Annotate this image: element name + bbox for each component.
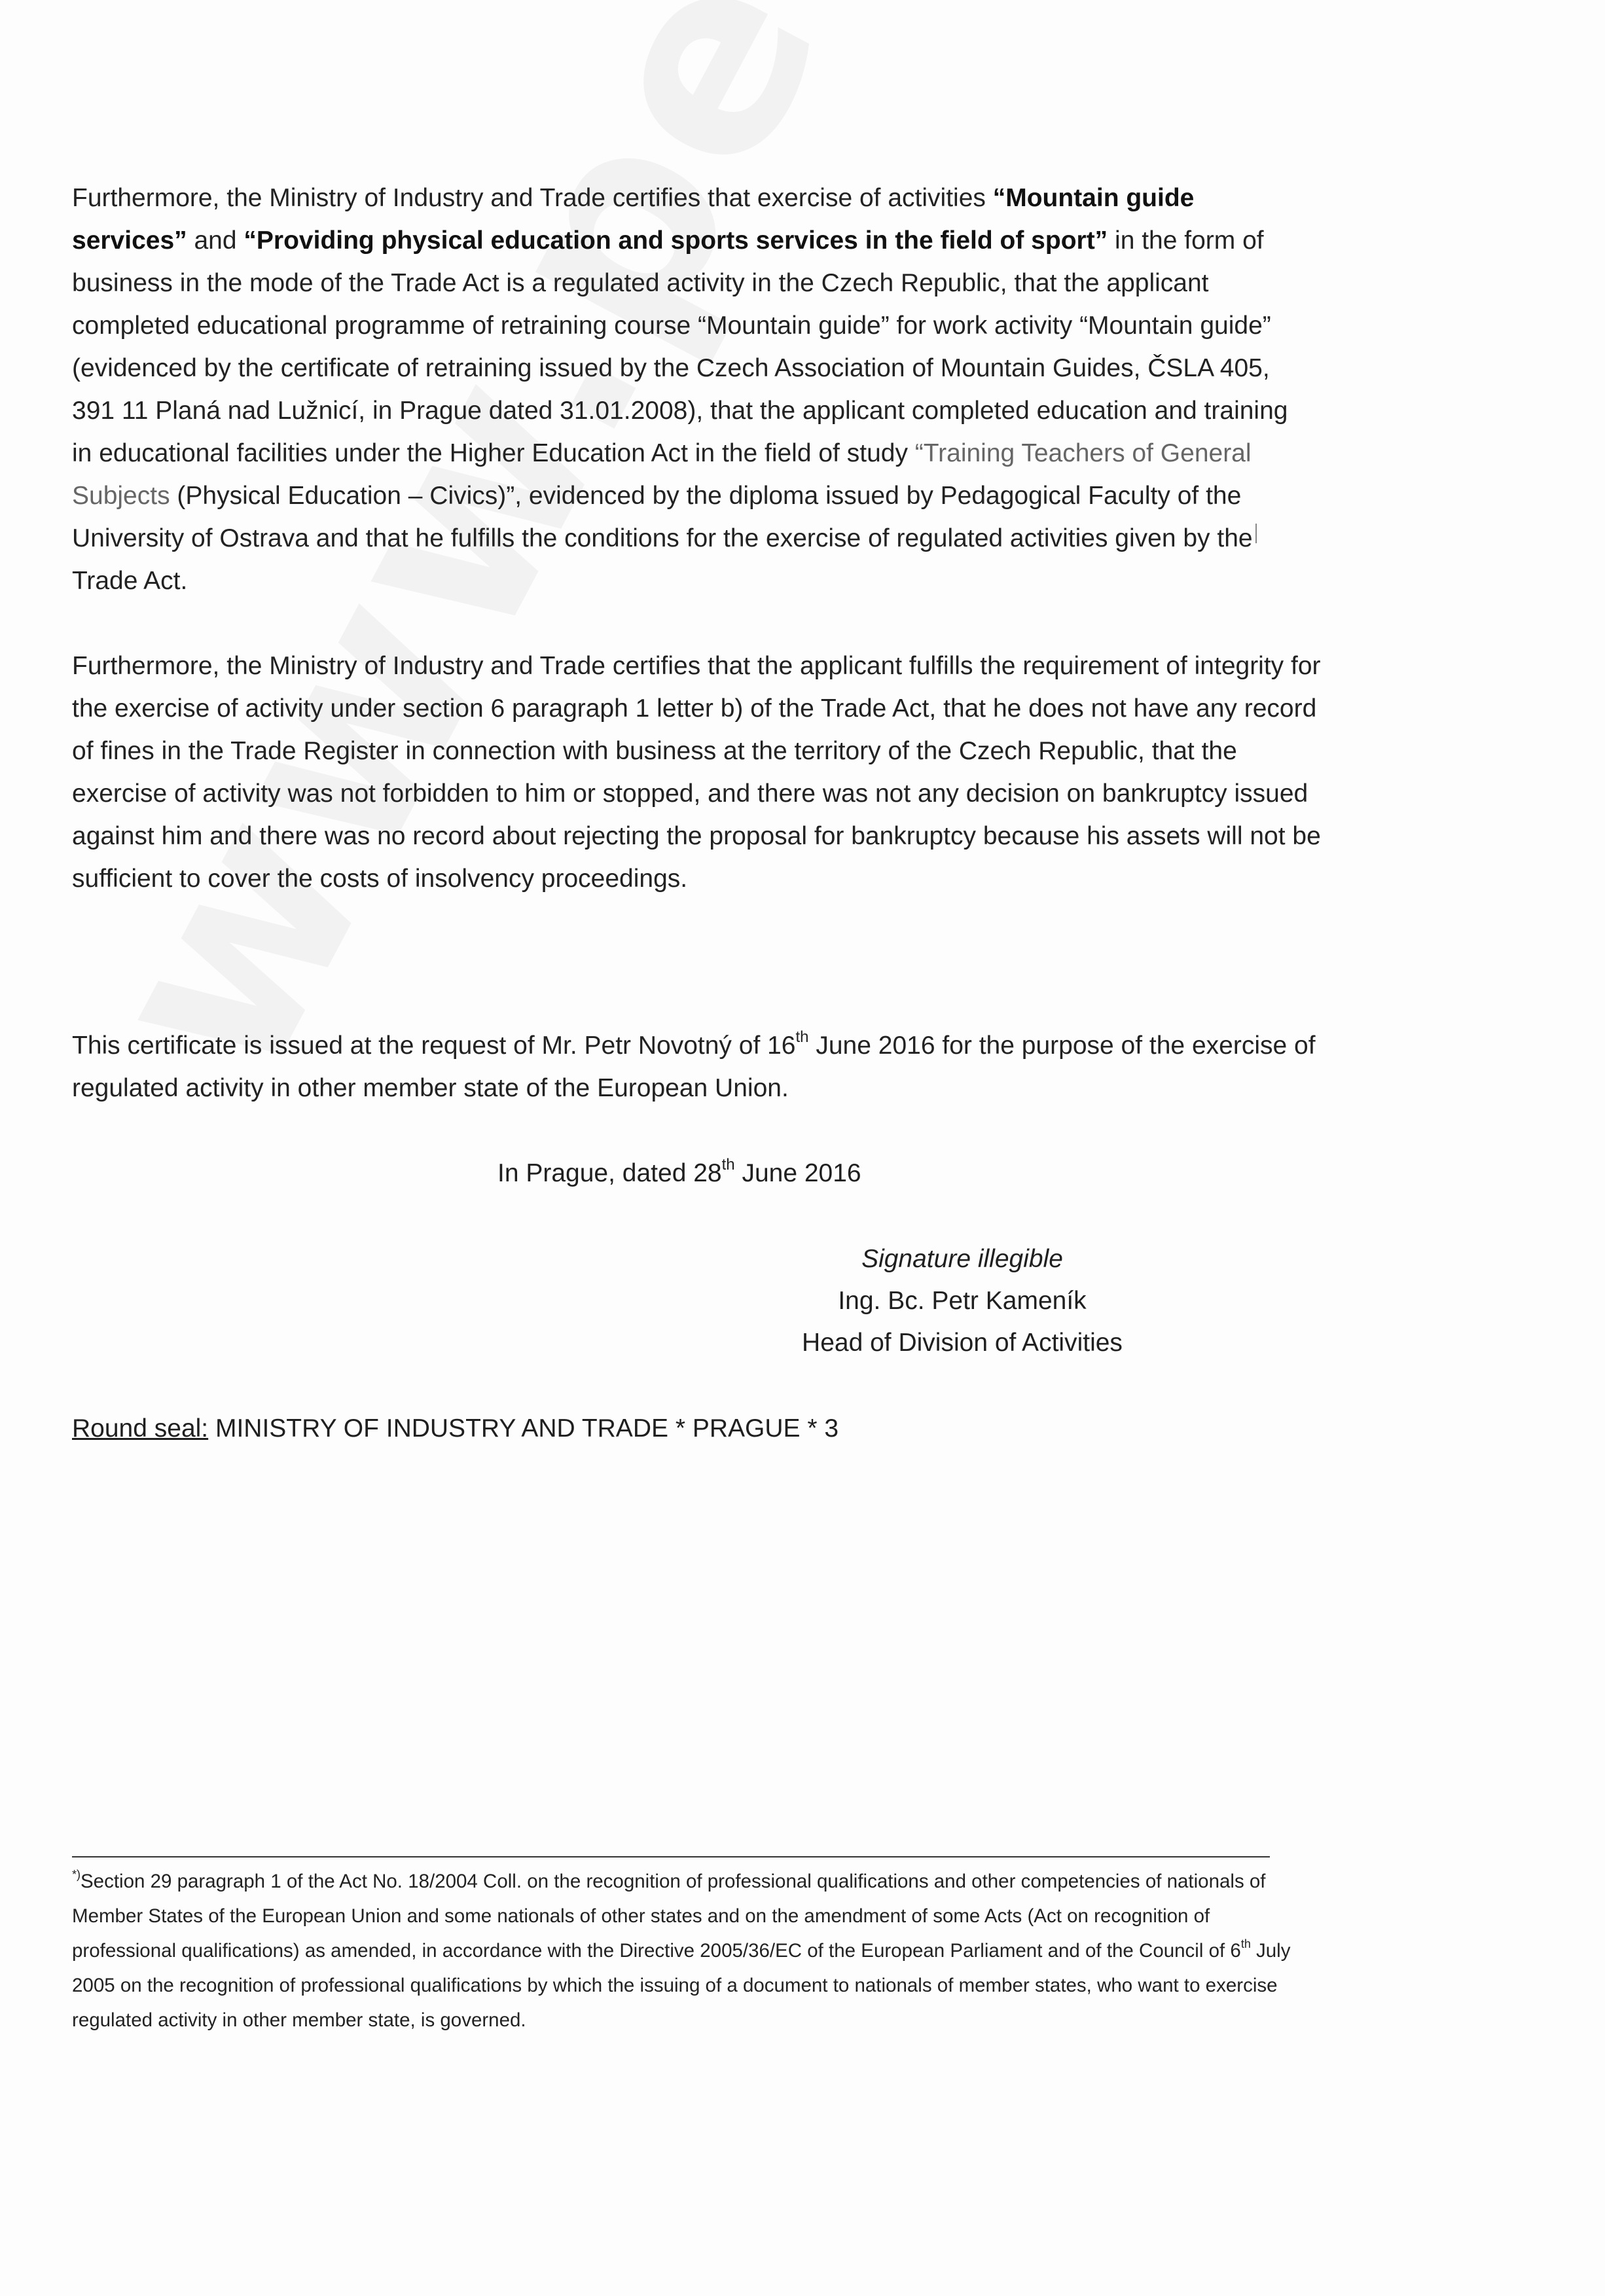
- paragraph-activities-certification: [72, 177, 1296, 602]
- seal-text: MINISTRY OF INDUSTRY AND TRADE * PRAGUE * 3: [208, 1414, 839, 1443]
- signature-note: Signature illegible: [861, 1245, 1063, 1273]
- footnote-divider: [72, 1856, 1270, 1857]
- footnote-marker: *): [72, 1868, 81, 1882]
- seal-note: [72, 1407, 839, 1450]
- footnote-superscript: th: [1240, 1937, 1251, 1951]
- dated-superscript: th: [721, 1156, 735, 1174]
- para3-text-2: June 2016 for the purpose of the exercise of regulated activity in other member state of the European Union.: [72, 1031, 1316, 1102]
- footnote-text-2: July 2005 on the recognition of professional qualifications by which the issuing of a document to nationals of member states, who want to exercise regulated activity in other member state, is governed.: [72, 1940, 1291, 2031]
- margin-mark: [1255, 524, 1257, 543]
- para1-text-4: (Physical Education – Civics)”, evidenced by the diploma issued by Pedagogical Faculty of the University of Ostrava and that he fulfills the conditions for the exercise of regulated activities given by the Trade Act.: [72, 482, 1253, 595]
- activity-physical-education: “Providing physical education and sports services in the field of sport”: [243, 226, 1108, 255]
- para1-text-3: in the form of business in the mode of the Trade Act is a regulated activity in the Czech Republic, that the applicant completed educational programme of retraining course “Mountain guide” for work activity “Mountain guide” (evidenced by the certificate of retraining issued by the Czech Association of Mountain Guides, ČSLA 405, 391 11 Planá nad Lužnicí, in Prague dated 31.01.2008), that the applicant completed education and training in educational facilities under the Higher Education Act in the field of study: [72, 226, 1288, 467]
- signatory-name: Ing. Bc. Petr Kameník: [838, 1287, 1087, 1315]
- para3-superscript: th: [795, 1028, 809, 1046]
- footnote: [72, 1864, 1316, 2037]
- paragraph-issue-purpose: [72, 1024, 1316, 1109]
- activity-mountain-guide: “Mountain guide services”: [72, 184, 1195, 255]
- seal-label: Round seal:: [72, 1414, 209, 1443]
- signatory-position: Head of Division of Activities: [802, 1329, 1123, 1357]
- signature-block: [779, 1238, 1145, 1364]
- paragraph-integrity-certification: Furthermore, the Ministry of Industry and Trade certifies that the applicant fulfills the requirement of integrity for the exercise of activity under section 6 paragraph 1 letter b) of the Trade Act, that he does not have any record of fines in the Trade Register in connection with business at the territory of the Czech Republic, that the exercise of activity was not forbidden to him or stopped, and there was not any decision on bankruptcy issued against him and there was no record about rejecting the proposal for bankruptcy because his assets will not be sufficient to cover the costs of insolvency proceedings.: [72, 652, 1321, 893]
- place-and-date: [497, 1152, 861, 1194]
- study-field-name: “Training Teachers of General Subjects: [72, 439, 1252, 510]
- dated-text-1: In Prague, dated 28: [497, 1159, 722, 1187]
- footnote-text-1: Section 29 paragraph 1 of the Act No. 18/2004 Coll. on the recognition of professional qualifications and other competencies of nationals of Member States of the European Union and some nationals of other states and on the amendment of some Acts (Act on recognition of professional qualifications) as amended, in accordance with the Directive 2005/36/EC of the European Parliament and of the Council of 6: [72, 1871, 1266, 1962]
- para1-text-1: Furthermore, the Ministry of Industry and Trade certifies that exercise of activities: [72, 184, 993, 212]
- para1-text-2: and: [187, 226, 244, 255]
- dated-text-2: June 2016: [734, 1159, 861, 1187]
- para3-text-1: This certificate is issued at the request of Mr. Petr Novotný of 16: [72, 1031, 796, 1060]
